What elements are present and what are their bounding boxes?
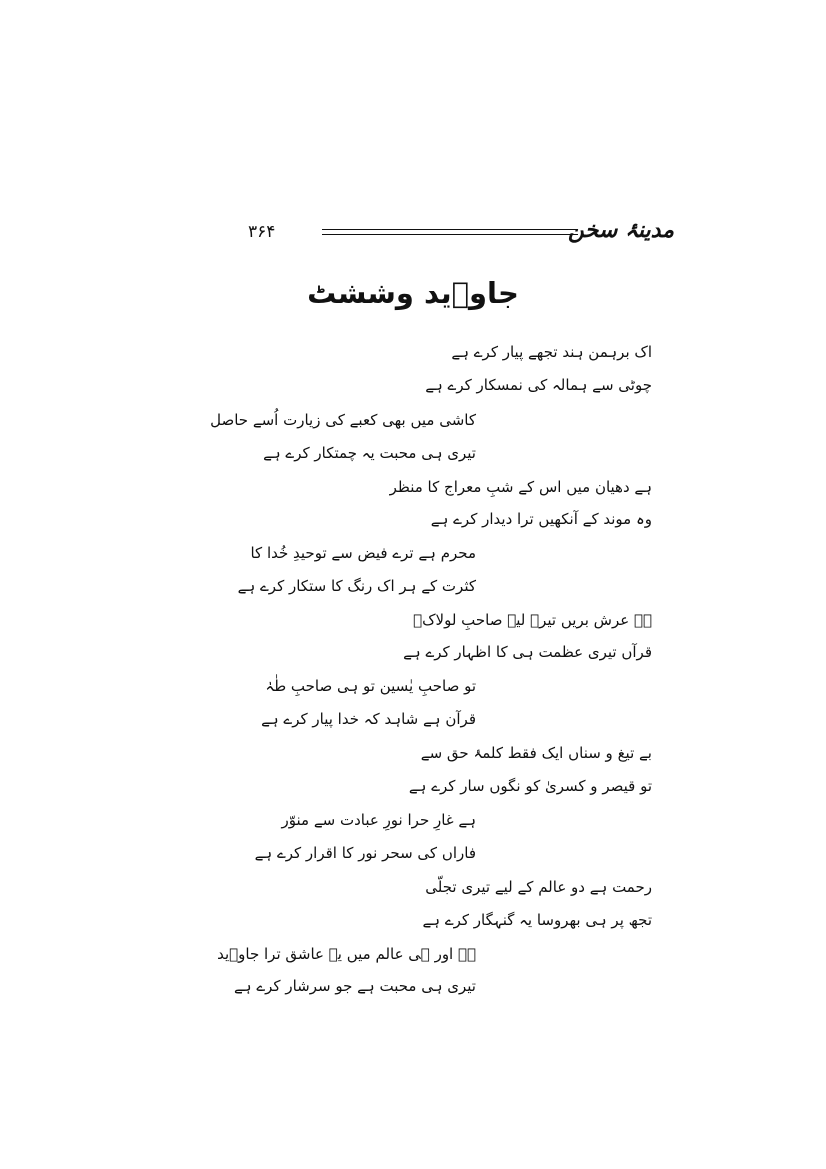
verse-line: چوٹی سے ہمالہ کی نمسکار کرے ہے — [425, 376, 652, 394]
verse-line: فاراں کی سحر نور کا اقرار کرے ہے — [254, 844, 476, 862]
verse-line: بے تیغ و سناں ایک فقط کلمۂ حق سے — [420, 744, 652, 762]
page-number: ۳۶۴ — [248, 222, 276, 242]
verse-line: محرم ہے ترے فیض سے توحیدِ خُدا کا — [250, 544, 476, 562]
verse-line: تو قیصر و کسریٰ کو نگوں سار کرے ہے — [408, 777, 652, 795]
verse-line: کثرت کے ہر اک رنگ کا ستکار کرے ہے — [237, 577, 476, 595]
verse-line: تجھ پر ہی بھروسا یہ گنہگار کرے ہے — [422, 911, 652, 929]
verse-line: ہے اور ہی عالم میں یہ عاشق ترا جاوؔید — [217, 945, 476, 963]
header-rule-bottom — [322, 234, 578, 235]
verse-line: ہے عرش بریں تیرے لیے صاحبِ لولاکؐ — [413, 611, 652, 629]
verse-line: قرآن ہے شاہد کہ خدا پیار کرے ہے — [261, 710, 476, 728]
verse-line: رحمت ہے دو عالم کے لیے تیری تجلّی — [425, 878, 652, 896]
verse-line: اک برہمن ہند تجھے پیار کرے ہے — [451, 343, 652, 361]
verse-line: تیری ہی محبت یہ چمتکار کرے ہے — [263, 444, 476, 462]
verse-line: تو صاحبِ یٰسین تو ہی صاحبِ طٰہٰ — [265, 677, 476, 695]
verse-line: تیری ہی محبت ہے جو سرشار کرے ہے — [234, 977, 476, 995]
book-title: مدینۂ سخن — [567, 218, 674, 243]
verse-line: وہ موند کے آنکھیں ترا دیدار کرے ہے — [430, 510, 652, 528]
verse-line: ہے غارِ حرا نورِ عبادت سے منوّر — [281, 811, 476, 829]
header-rule-top — [322, 229, 578, 230]
poem-title: جاوؔید وششٹ — [307, 276, 519, 310]
verse-line: قرآں تیری عظمت ہی کا اظہار کرے ہے — [403, 643, 652, 661]
verse-line: کاشی میں بھی کعبے کی زیارت اُسے حاصل — [210, 411, 476, 429]
verse-line: ہے دھیان میں اس کے شبِ معراج کا منظر — [389, 478, 652, 496]
